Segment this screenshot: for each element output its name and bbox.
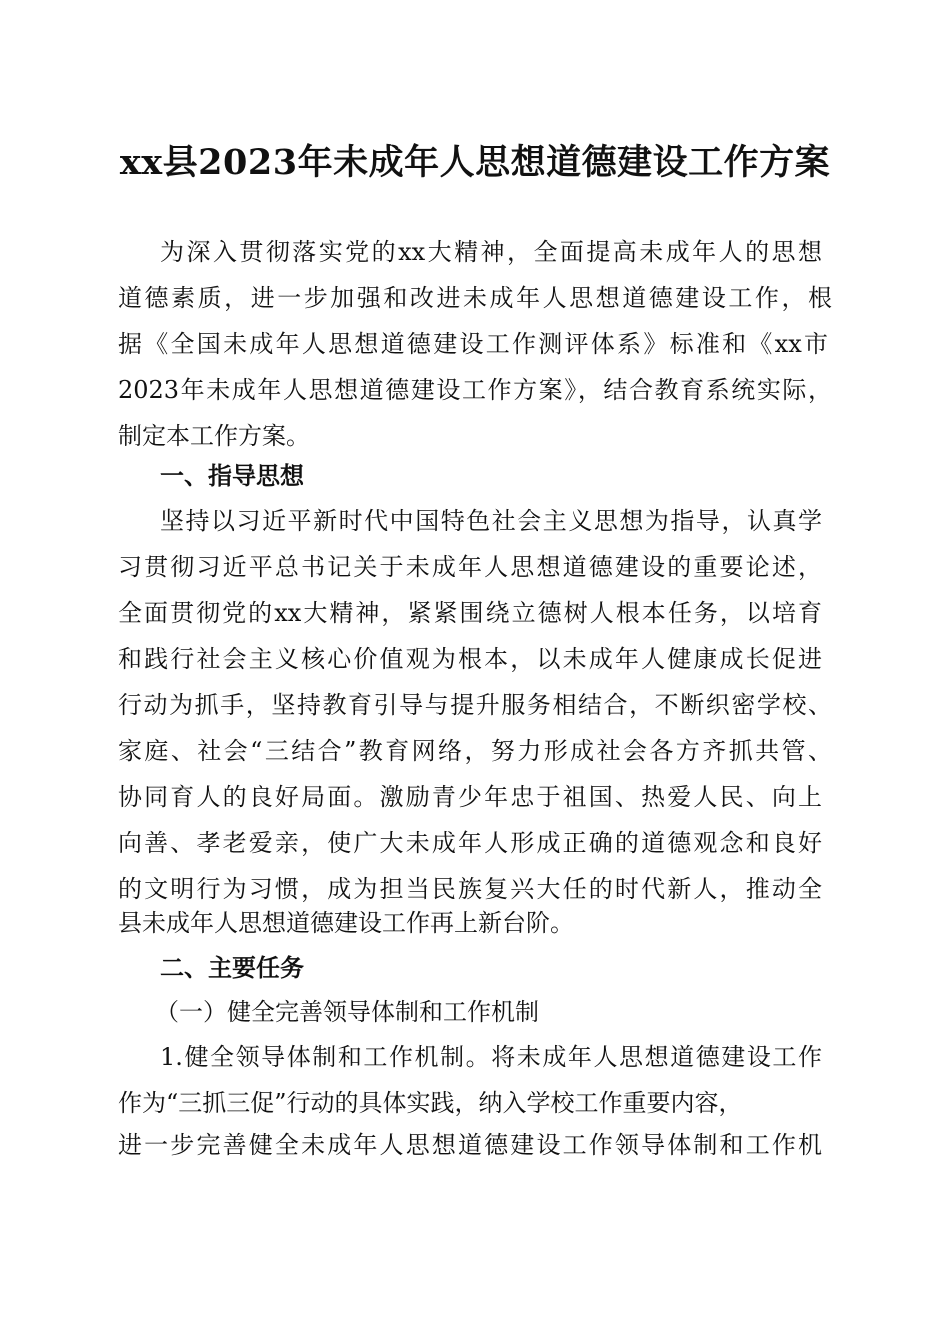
intro-line-1: 为深入贯彻落实党的xx大精神，全面提高未成年人的思想 — [160, 238, 822, 266]
item1-line-3: 进一步完善健全未成年人思想道德建设工作领导体制和工作机 — [118, 1131, 822, 1159]
document-title: xx县2023年未成年人思想道德建设工作方案 — [119, 142, 831, 183]
intro-line-4: 2023年未成年人思想道德建设工作方案》，结合教育系统实际， — [118, 376, 832, 404]
item1-line-1: 1.健全领导体制和工作机制。将未成年人思想道德建设工作 — [160, 1043, 822, 1071]
section-heading-guiding-ideology: 一、指导思想 — [160, 462, 304, 490]
section1-line-7: 协同育人的良好局面。激励青少年忠于祖国、热爱人民、向上 — [118, 783, 822, 811]
section1-line-3: 全面贯彻党的xx大精神，紧紧围绕立德树人根本任务，以培育 — [118, 599, 822, 627]
section1-line-5: 行动为抓手，坚持教育引导与提升服务相结合，不断织密学校、 — [118, 691, 832, 719]
intro-line-3: 据《全国未成年人思想道德建设工作测评体系》标准和《xx市 — [118, 330, 828, 358]
section-heading-main-tasks: 二、主要任务 — [160, 954, 304, 982]
intro-line-5: 制定本工作方案。 — [118, 422, 310, 450]
section1-line-8: 向善、孝老爱亲，使广大未成年人形成正确的道德观念和良好 — [118, 829, 822, 857]
section1-line-1: 坚持以习近平新时代中国特色社会主义思想为指导，认真学 — [160, 507, 822, 535]
section1-line-4: 和践行社会主义核心价值观为根本，以未成年人健康成长促进 — [118, 645, 822, 673]
section1-line-2: 习贯彻习近平总书记关于未成年人思想道德建设的重要论述， — [118, 553, 822, 581]
item1-line-2: 作为“三抓三促”行动的具体实践，纳入学校工作重要内容， — [118, 1089, 743, 1117]
subsection-heading-leadership: （一）健全完善领导体制和工作机制 — [155, 998, 539, 1026]
section1-line-9: 的文明行为习惯，成为担当民族复兴大任的时代新人，推动全 — [118, 875, 822, 903]
section1-line-10: 县未成年人思想道德建设工作再上新台阶。 — [118, 909, 574, 937]
intro-line-2: 道德素质，进一步加强和改进未成年人思想道德建设工作，根 — [118, 284, 832, 312]
section1-line-6: 家庭、社会“三结合”教育网络，努力形成社会各方齐抓共管、 — [118, 737, 832, 765]
